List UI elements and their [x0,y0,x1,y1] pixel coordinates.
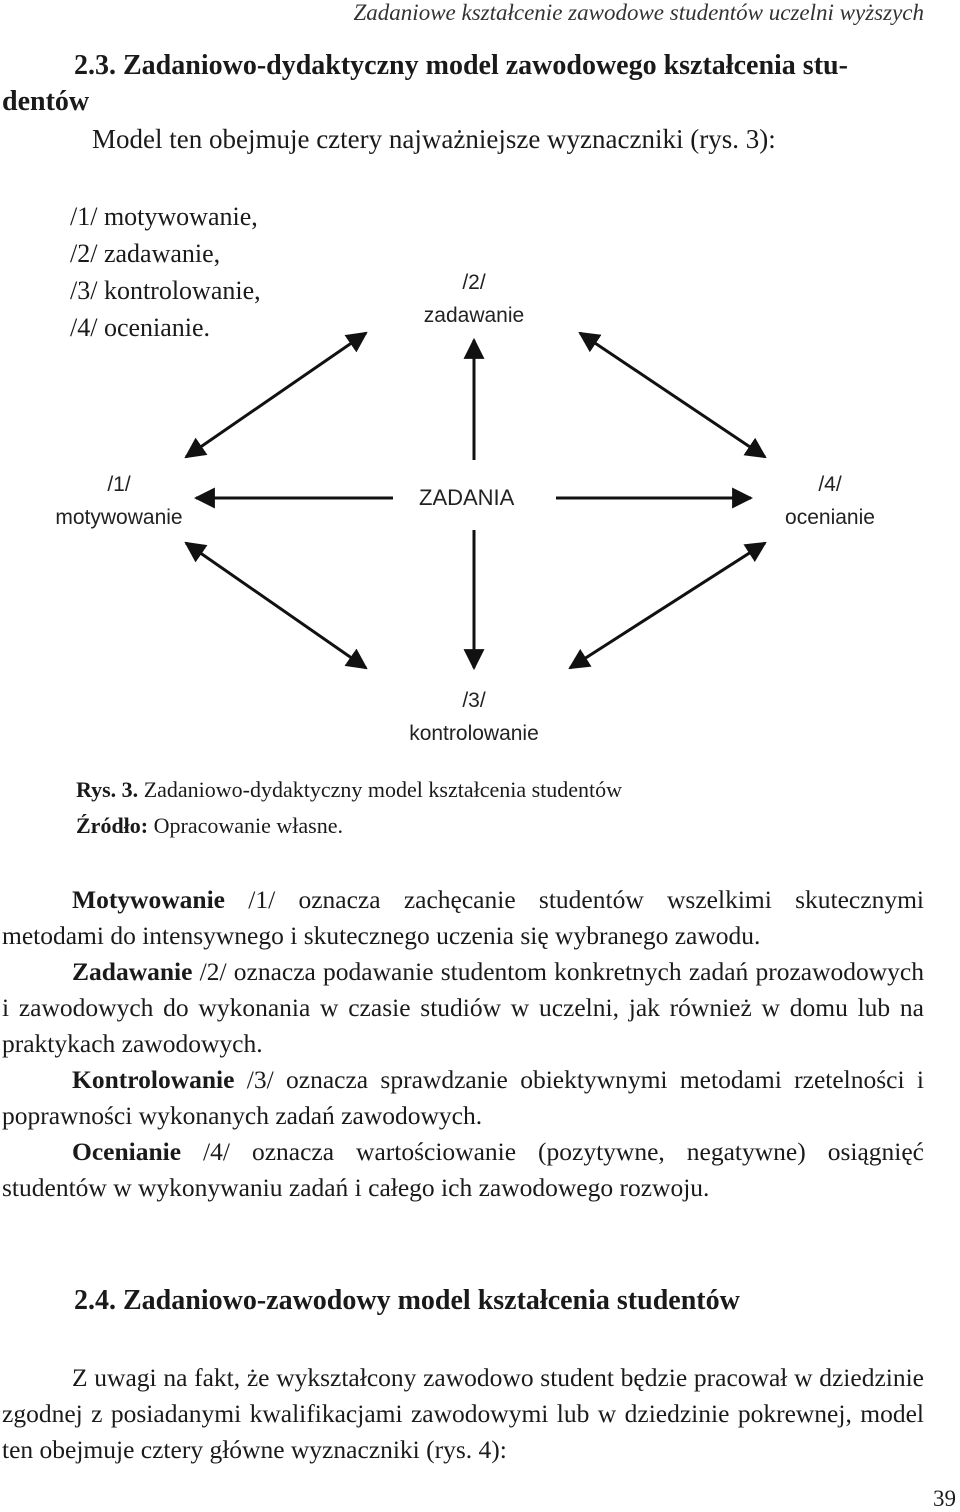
node-right-num: /4/ [818,473,842,496]
section-number: 2.3. [74,50,116,81]
definition-zadawanie [2,954,924,1062]
section-title-line2: dentów [2,86,90,117]
definition-text: /1/ oznacza zachęcanie studentów wszelkimi skutecznymi metodami do intensywnego i skutecznego uczenia się wybranego zawodu. [2,885,924,950]
page-number: 39 [933,1486,956,1511]
definitions [2,882,924,1206]
node-bottom-label: kontrolowanie [409,722,539,745]
figure-source [76,811,343,841]
arrow-diag-bottom-right [570,543,765,668]
definition-ocenianie [2,1134,924,1206]
node-bottom-num: /3/ [462,689,486,712]
source-label: Źródło: [76,813,149,838]
node-top-num: /2/ [462,271,486,294]
section-2-4-body [2,1360,924,1468]
definition-text: /2/ oznacza podawanie studentom konkretnych zadań prozawodowych i zawodowych do wykonania w czasie studiów w uczelni, jak również w domu lub na praktykach zawodowych. [2,957,924,1058]
node-right-label: ocenianie [785,506,875,529]
section-2-4-paragraph: Z uwagi na fakt, że wykształcony zawodowo student będzie pracował w dziedzinie zgodnej z posiadanymi kwalifikacjami zawodowymi lub w dziedzinie pokrewnej, model ten obejmuje cztery główne wyznaczniki (rys. 4): [2,1363,924,1464]
node-bottom [394,684,554,750]
arrow-diag-top-right [580,333,765,457]
term: Ocenianie [72,1137,182,1166]
list-item: /3/ kontrolowanie, [70,276,261,305]
node-top [414,266,534,332]
running-header: Zadaniowe kształcenie zawodowe studentów uczelni wyższych [353,0,924,25]
node-top-label: zadawanie [423,304,525,327]
definition-kontrolowanie [2,1062,924,1134]
node-center: ZADANIA [419,485,515,510]
figure-label: Rys. 3. [76,777,139,802]
section-heading-2-4: 2.4. Zadaniowo-zawodowy model kształcenia studentów [74,1285,740,1316]
list-item: /4/ ocenianie. [70,313,211,342]
definition-text: /4/ oznacza wartościowanie (pozytywne, negatywne) osiągnięć studentów w wykonywaniu zadań i całego ich zawodowego rozwoju. [2,1137,924,1202]
section-title-line1: Zadaniowo-dydaktyczny model zawodowego kształcenia stu- [123,50,848,81]
node-right [770,468,890,534]
term: Zadawanie [72,957,193,986]
figure-caption [76,775,622,805]
node-left-num: /1/ [107,473,131,496]
term: Motywowanie [72,885,225,914]
arrow-diag-bottom-left [186,543,366,668]
arrow-diag-top-left [186,333,366,457]
intro-text: Model ten obejmuje cztery najważniejsze wyznaczniki (rys. 3): [92,124,776,154]
node-left [44,468,194,534]
definition-text: /3/ oznacza sprawdzanie obiektywnymi metodami rzetelności i poprawności wykonanych zadań zawodowych. [2,1065,924,1130]
list-item: /2/ zadawanie, [70,239,221,268]
source-text: Opracowanie własne. [153,813,343,838]
figure-title: Zadaniowo-dydaktyczny model kształcenia studentów [143,777,623,802]
definition-motywowanie [2,882,924,954]
term: Kontrolowanie [72,1065,235,1094]
list-item: /1/ motywowanie, [70,202,258,231]
node-left-label: motywowanie [55,506,183,529]
